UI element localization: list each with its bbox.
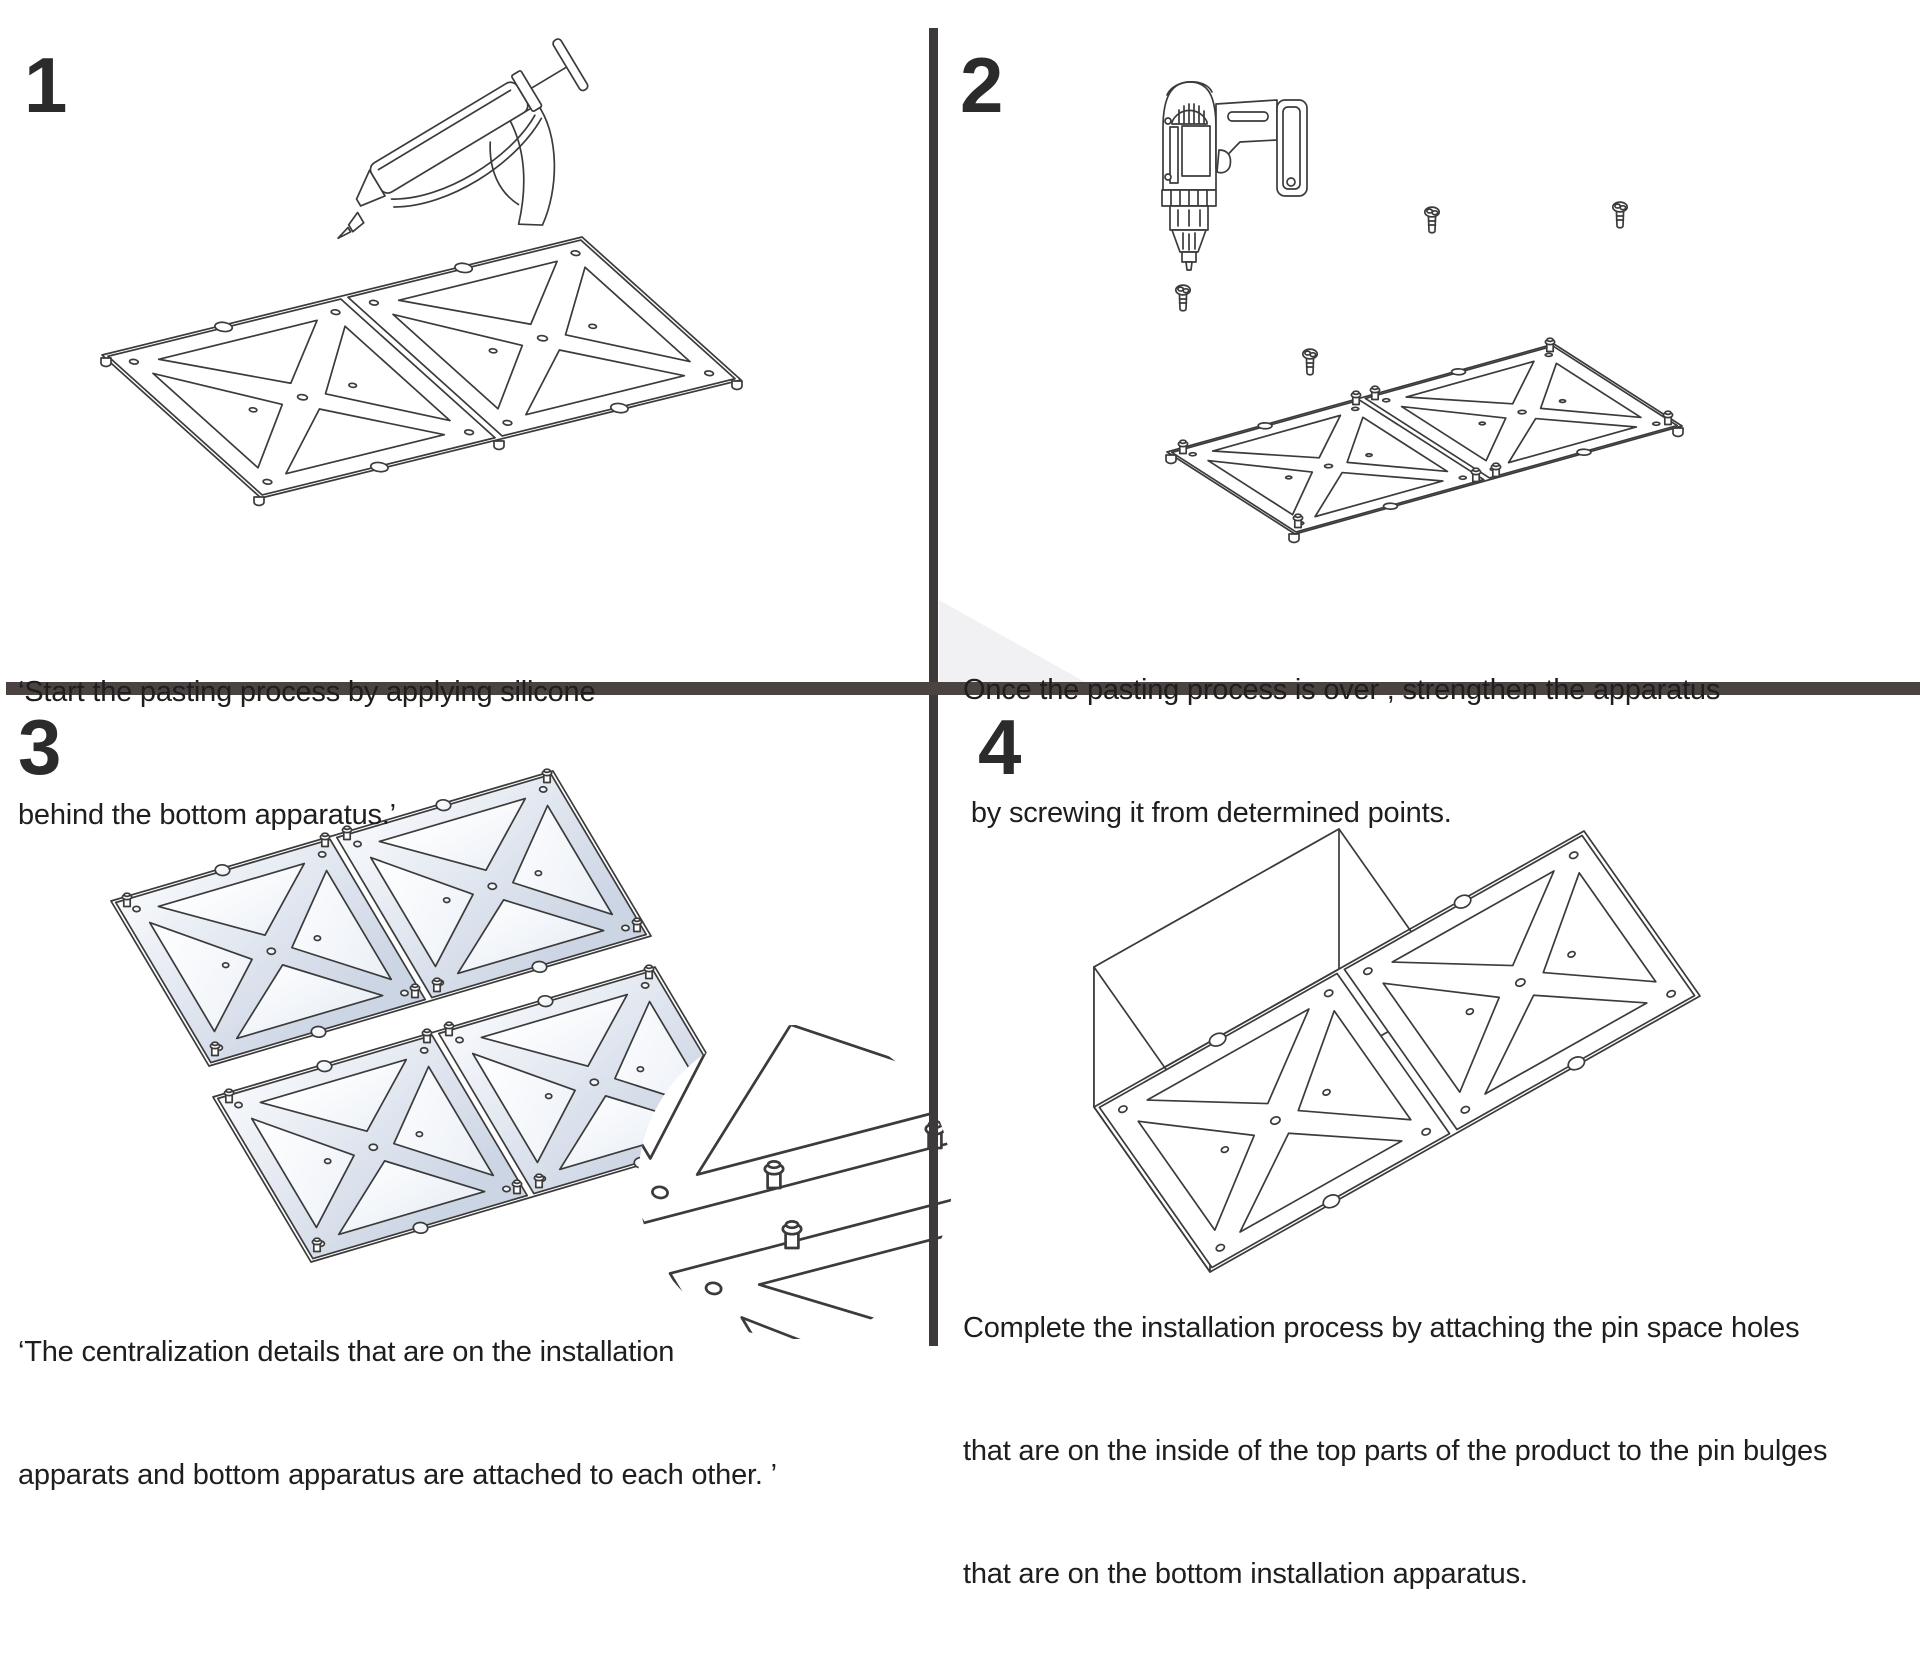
caption-line: apparats and bottom apparatus are attached to each other. ’: [18, 1459, 777, 1491]
caption-line: by screwing it from determined points.: [963, 797, 1452, 829]
caption-line: Once the pasting process is over , strengthen the apparatus: [963, 674, 1721, 706]
step-1-caption: [18, 590, 595, 918]
loose-screws: [1176, 202, 1627, 375]
step-2-number: 2: [960, 41, 1004, 129]
apparatus-plate-step2: [1164, 338, 1684, 542]
step-1-number: 1: [24, 41, 68, 129]
step-3-number: 3: [18, 703, 62, 791]
apparatus-plate-step1: [99, 234, 744, 505]
caption-line: ‘Start the pasting process by applying silicone: [18, 676, 596, 708]
caption-line: behind the bottom apparatus.’: [18, 799, 396, 831]
caption-line: that are on the bottom installation apparatus.: [963, 1558, 1528, 1590]
power-drill-icon: [1162, 82, 1307, 270]
step-4-caption: [963, 1226, 1827, 1677]
step-2-caption: [963, 588, 1720, 916]
caption-line: Complete the installation process by attaching the pin space holes: [963, 1312, 1800, 1344]
step-3-caption: [18, 1250, 777, 1578]
caption-line: that are on the inside of the top parts of the product to the pin bulges: [963, 1435, 1828, 1467]
caption-line: ‘The centralization details that are on the installation: [18, 1336, 675, 1368]
step-4-number: 4: [978, 703, 1022, 791]
